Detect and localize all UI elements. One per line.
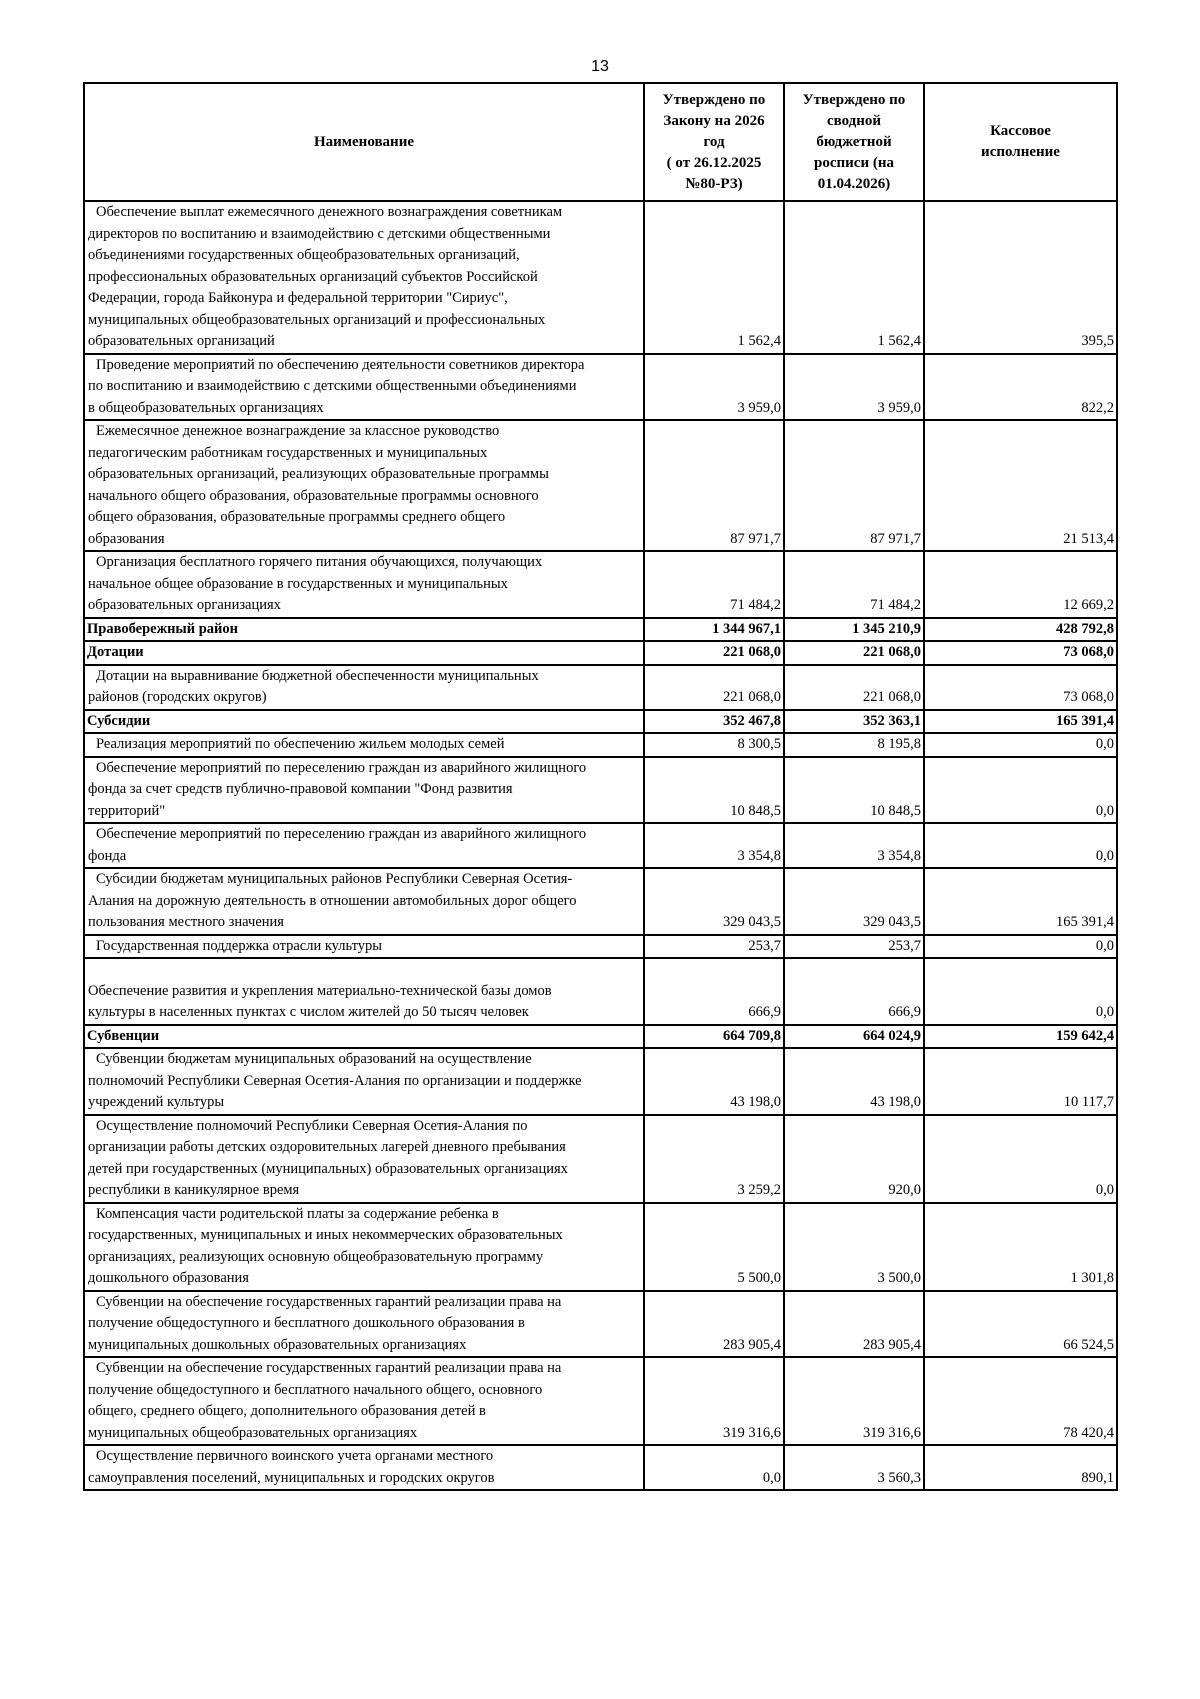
row-name-line: начального общего образования, образовательные программы основного	[88, 487, 539, 504]
row-name-line: учреждений культуры	[88, 1094, 225, 1110]
row-name-line: Обеспечение развития и укрепления материально-технической базы домов	[88, 982, 552, 999]
row-name-line: муниципальных общеобразовательных организациях	[88, 1424, 418, 1441]
row-name-line: образования	[88, 530, 165, 547]
row-law-value: 87 971,7	[644, 420, 784, 551]
row-cash-value: 0,0	[924, 958, 1117, 1025]
row-name-line: Федерации, города Байконура и федеральной территории "Сириус",	[88, 290, 508, 306]
table-row	[84, 201, 1117, 354]
table-row	[84, 641, 1117, 665]
row-name-line: фонда	[88, 847, 127, 864]
row-law-value: 352 467,8	[644, 710, 784, 734]
row-name-line: Организация бесплатного горячего питания обучающихся, получающих	[96, 554, 543, 570]
row-law-value: 319 316,6	[644, 1357, 784, 1445]
row-name-line: организации работы детских оздоровительных лагерей дневного пребывания	[88, 1139, 566, 1155]
row-name-line: образовательных организаций, реализующих образовательные программы	[88, 466, 549, 482]
table-row	[84, 823, 1117, 868]
row-name-line: образовательных организаций	[88, 333, 275, 349]
row-name-cell	[84, 868, 644, 935]
row-cash-value: 428 792,8	[924, 618, 1117, 642]
table-row	[84, 868, 1117, 935]
header-law-line: Утверждено по	[662, 91, 766, 108]
row-consolidated-value: 10 848,5	[784, 757, 924, 824]
row-cash-value: 0,0	[924, 733, 1117, 757]
row-name-line: Компенсация части родительской платы за содержание ребенка в	[96, 1205, 499, 1222]
row-name-line: республики в каникулярное время	[88, 1182, 300, 1198]
row-consolidated-value: 352 363,1	[784, 710, 924, 734]
row-law-value: 666,9	[644, 958, 784, 1025]
row-name-line: получение общедоступного и бесплатного дошкольного образования в	[88, 1315, 525, 1331]
row-cash-value: 21 513,4	[924, 420, 1117, 551]
row-name-line: фонда за счет средств публично-правовой компании "Фонд развития	[88, 781, 513, 797]
row-name-line: Субвенции на обеспечение государственных гарантий реализации права на	[96, 1293, 562, 1310]
header-consolidated-line: сводной	[826, 112, 882, 129]
row-name-cell	[84, 1291, 644, 1358]
header-name-label: Наименование	[314, 133, 414, 150]
row-name-cell	[84, 1445, 644, 1490]
row-name-line: Ежемесячное денежное вознаграждение за классное руководство	[96, 423, 500, 439]
row-cash-value: 1 301,8	[924, 1203, 1117, 1291]
row-name-cell	[84, 823, 644, 868]
row-name-cell	[84, 1357, 644, 1445]
row-name-cell	[84, 710, 644, 734]
row-name-line: в общеобразовательных организациях	[88, 399, 324, 416]
row-cash-value: 165 391,4	[924, 710, 1117, 734]
row-name-line: общего, среднего общего, дополнительного образования детей в	[88, 1403, 486, 1419]
row-law-value: 664 709,8	[644, 1025, 784, 1049]
row-law-value: 8 300,5	[644, 733, 784, 757]
row-consolidated-value: 283 905,4	[784, 1291, 924, 1358]
row-name-line: Алания на дорожную деятельность в отношении автомобильных дорог общего	[88, 892, 577, 909]
row-name-line: Правобережный район	[87, 620, 239, 637]
row-consolidated-value: 319 316,6	[784, 1357, 924, 1445]
row-cash-value: 0,0	[924, 1115, 1117, 1203]
row-consolidated-value: 221 068,0	[784, 641, 924, 665]
row-name-cell	[84, 551, 644, 618]
budget-table	[83, 82, 1118, 1491]
row-cash-value: 822,2	[924, 354, 1117, 421]
row-name-line: детей при государственных (муниципальных) образовательных организациях	[88, 1160, 568, 1177]
table-row	[84, 354, 1117, 421]
row-consolidated-value: 1 562,4	[784, 201, 924, 354]
row-name-line: образовательных организациях	[88, 597, 281, 613]
row-cash-value: 73 068,0	[924, 641, 1117, 665]
table-row	[84, 1445, 1117, 1490]
row-law-value: 253,7	[644, 935, 784, 959]
row-name-line	[88, 959, 641, 981]
table-row	[84, 733, 1117, 757]
row-consolidated-value: 3 959,0	[784, 354, 924, 421]
row-consolidated-value: 221 068,0	[784, 665, 924, 710]
row-name-cell	[84, 733, 644, 757]
row-name-line: районов (городских округов)	[88, 689, 267, 705]
row-cash-value: 78 420,4	[924, 1357, 1117, 1445]
header-law-line: №80-РЗ)	[685, 175, 743, 192]
table-row	[84, 1203, 1117, 1291]
row-cash-value: 0,0	[924, 757, 1117, 824]
table-row	[84, 1357, 1117, 1445]
row-consolidated-value: 664 024,9	[784, 1025, 924, 1049]
row-name-cell	[84, 1048, 644, 1115]
row-consolidated-value: 329 043,5	[784, 868, 924, 935]
header-cash-line: Кассовое	[990, 123, 1051, 139]
row-name-line: Реализация мероприятий по обеспечению жильем молодых семей	[96, 736, 505, 752]
row-consolidated-value: 8 195,8	[784, 733, 924, 757]
row-name-line: получение общедоступного и бесплатного начального общего, основного	[88, 1381, 543, 1398]
row-cash-value: 165 391,4	[924, 868, 1117, 935]
row-consolidated-value: 666,9	[784, 958, 924, 1025]
row-name-line: Субсидии бюджетам муниципальных районов Республики Северная Осетия-	[96, 871, 573, 887]
row-cash-value: 159 642,4	[924, 1025, 1117, 1049]
row-name-line: организациях, реализующих основную общеобразовательную программу	[88, 1248, 544, 1265]
table-body	[84, 201, 1117, 1490]
row-name-cell	[84, 665, 644, 710]
header-cash	[924, 83, 1117, 201]
table-row	[84, 1048, 1117, 1115]
row-name-line: Дотации	[87, 644, 144, 660]
row-name-cell	[84, 618, 644, 642]
row-law-value: 43 198,0	[644, 1048, 784, 1115]
row-name-line: Субвенции на обеспечение государственных гарантий реализации права на	[96, 1360, 562, 1376]
row-consolidated-value: 43 198,0	[784, 1048, 924, 1115]
row-name-line: директоров по воспитанию и взаимодействию с детскими общественными	[88, 225, 551, 242]
row-cash-value: 0,0	[924, 823, 1117, 868]
table-row	[84, 710, 1117, 734]
row-consolidated-value: 253,7	[784, 935, 924, 959]
row-name-line: полномочий Республики Северная Осетия-Алания по организации и поддержке	[88, 1072, 582, 1089]
row-name-line: Обеспечение мероприятий по переселению граждан из аварийного жилищного	[96, 759, 587, 776]
row-name-cell	[84, 1203, 644, 1291]
row-consolidated-value: 3 560,3	[784, 1445, 924, 1490]
row-name-line: по воспитанию и взаимодействию с детскими общественными объединениями	[88, 378, 577, 394]
page-number: 13	[591, 58, 609, 75]
row-name-cell	[84, 201, 644, 354]
row-name-line: Обеспечение мероприятий по переселению граждан из аварийного жилищного	[96, 826, 587, 842]
row-name-line: Субсидии	[87, 712, 151, 729]
table-row	[84, 618, 1117, 642]
row-law-value: 10 848,5	[644, 757, 784, 824]
row-cash-value: 395,5	[924, 201, 1117, 354]
row-name-line: государственных, муниципальных и иных некоммерческих образовательных	[88, 1227, 563, 1243]
row-name-line: самоуправления поселений, муниципальных и городских округов	[88, 1469, 495, 1486]
row-cash-value: 12 669,2	[924, 551, 1117, 618]
header-consolidated-line: 01.04.2026)	[817, 175, 891, 192]
row-name-cell	[84, 935, 644, 959]
row-law-value: 71 484,2	[644, 551, 784, 618]
row-consolidated-value: 3 354,8	[784, 823, 924, 868]
table-row	[84, 551, 1117, 618]
row-name-line: Субвенции бюджетам муниципальных образований на осуществление	[96, 1051, 532, 1067]
table-row	[84, 1291, 1117, 1358]
row-name-line: Дотации на выравнивание бюджетной обеспеченности муниципальных	[96, 667, 539, 684]
row-consolidated-value: 3 500,0	[784, 1203, 924, 1291]
header-law-line: ( от 26.12.2025	[666, 154, 762, 171]
row-cash-value: 10 117,7	[924, 1048, 1117, 1115]
row-name-line: профессиональных образовательных организаций субъектов Российской	[88, 268, 538, 285]
row-name-line: Проведение мероприятий по обеспечению деятельности советников директора	[96, 356, 585, 373]
row-name-line: Государственная поддержка отрасли культуры	[96, 937, 382, 954]
row-name-line: Осуществление полномочий Республики Северная Осетия-Алания по	[96, 1117, 528, 1134]
row-consolidated-value: 71 484,2	[784, 551, 924, 618]
table-row	[84, 1115, 1117, 1203]
row-cash-value: 66 524,5	[924, 1291, 1117, 1358]
row-law-value: 221 068,0	[644, 665, 784, 710]
table-row	[84, 665, 1117, 710]
table-row	[84, 958, 1117, 1025]
table-header-row	[84, 83, 1117, 201]
row-name-line: педагогическим работникам государственных и муниципальных	[88, 444, 488, 461]
row-consolidated-value: 87 971,7	[784, 420, 924, 551]
row-name-line: Осуществление первичного воинского учета органами местного	[96, 1448, 494, 1464]
row-name-line: территорий"	[88, 802, 166, 819]
header-law-line: Закону на 2026	[663, 112, 765, 129]
table-row	[84, 420, 1117, 551]
row-name-cell	[84, 958, 644, 1025]
table-row	[84, 1025, 1117, 1049]
row-name-line: муниципальных дошкольных образовательных организациях	[88, 1336, 467, 1353]
row-law-value: 3 259,2	[644, 1115, 784, 1203]
row-name-line: общего образования, образовательные программы среднего общего	[88, 509, 506, 525]
row-consolidated-value: 920,0	[784, 1115, 924, 1203]
row-law-value: 3 959,0	[644, 354, 784, 421]
row-name-line: объединениями государственных общеобразовательных организаций,	[88, 247, 520, 263]
row-law-value: 329 043,5	[644, 868, 784, 935]
table-row	[84, 757, 1117, 824]
row-cash-value: 0,0	[924, 935, 1117, 959]
row-cash-value: 73 068,0	[924, 665, 1117, 710]
row-law-value: 1 344 967,1	[644, 618, 784, 642]
row-name-line: начальное общее образование в государственных и муниципальных	[88, 575, 508, 592]
header-consolidated-line: бюджетной	[816, 133, 892, 150]
header-consolidated	[784, 83, 924, 201]
row-cash-value: 890,1	[924, 1445, 1117, 1490]
row-name-line: дошкольного образования	[88, 1270, 249, 1286]
row-law-value: 283 905,4	[644, 1291, 784, 1358]
row-name-cell	[84, 1025, 644, 1049]
header-cash-line: исполнение	[981, 144, 1060, 160]
row-name-line: Субвенции	[87, 1027, 160, 1044]
header-law	[644, 83, 784, 201]
row-name-cell	[84, 420, 644, 551]
row-law-value: 5 500,0	[644, 1203, 784, 1291]
row-name-line: пользования местного значения	[88, 914, 284, 930]
row-law-value: 3 354,8	[644, 823, 784, 868]
row-law-value: 221 068,0	[644, 641, 784, 665]
row-name-cell	[84, 1115, 644, 1203]
table-row	[84, 935, 1117, 959]
header-consolidated-line: Утверждено по	[802, 91, 906, 108]
row-name-cell	[84, 641, 644, 665]
row-law-value: 1 562,4	[644, 201, 784, 354]
header-consolidated-line: росписи (на	[814, 154, 894, 171]
header-law-line: год	[703, 133, 725, 150]
row-name-cell	[84, 757, 644, 824]
row-consolidated-value: 1 345 210,9	[784, 618, 924, 642]
row-name-line: Обеспечение выплат ежемесячного денежного вознаграждения советникам	[96, 204, 563, 220]
row-name-line: культуры в населенных пунктах с числом жителей до 50 тысяч человек	[88, 1004, 529, 1020]
row-law-value: 0,0	[644, 1445, 784, 1490]
header-name	[84, 83, 644, 201]
row-name-line: муниципальных общеобразовательных организаций и профессиональных	[88, 311, 546, 328]
row-name-cell	[84, 354, 644, 421]
